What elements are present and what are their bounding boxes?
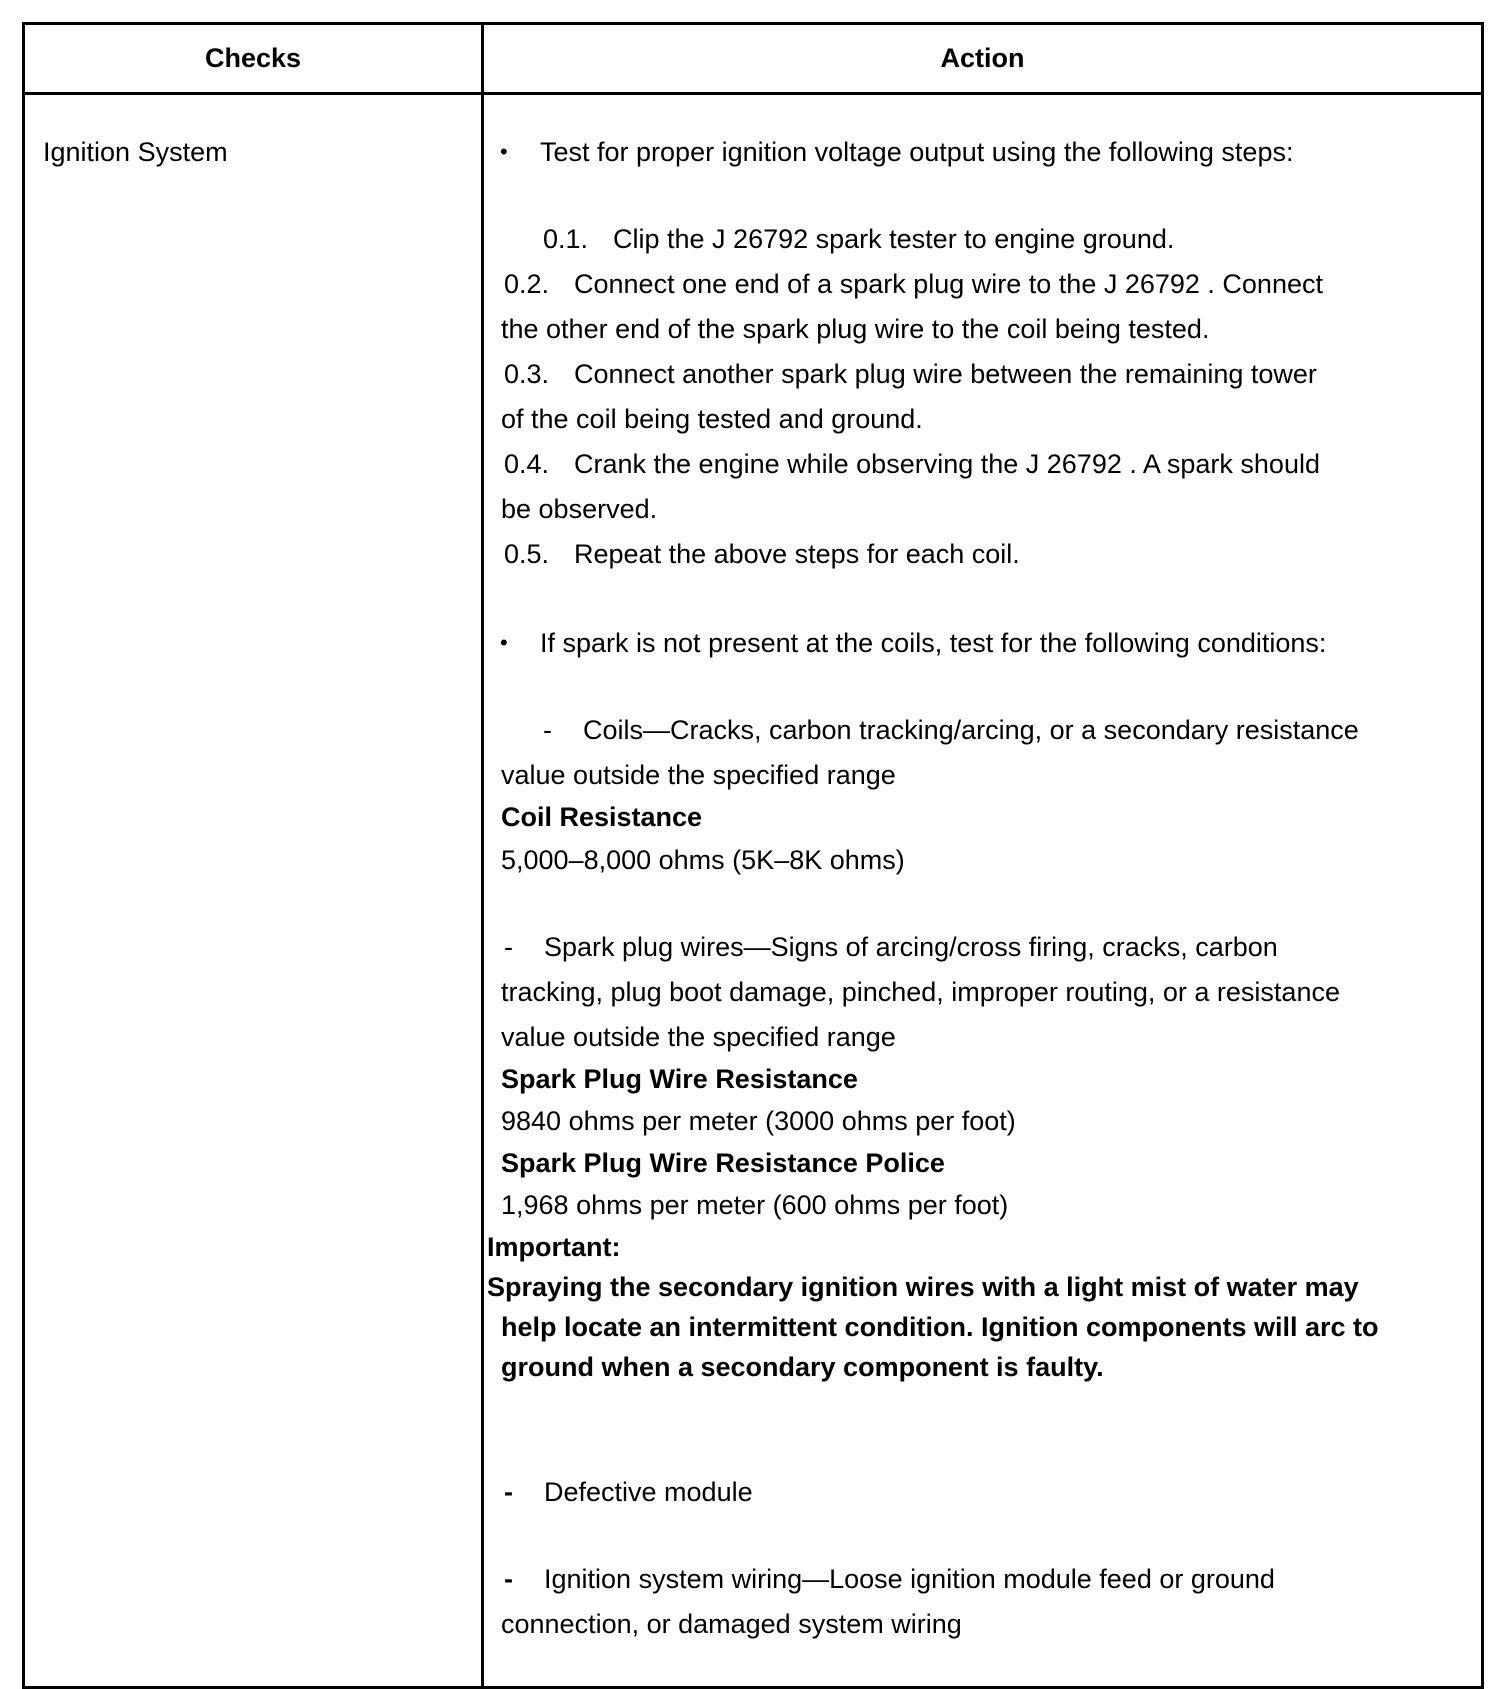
dash-marker: - (543, 715, 552, 745)
header-checks: Checks (204, 43, 302, 73)
important-note: Spraying the secondary ignition wires with a light mist of water may (487, 1272, 1359, 1302)
wire-resistance-police-label: Spark Plug Wire Resistance Police (501, 1148, 945, 1178)
step-number: 0.4. (504, 449, 550, 479)
wire-resistance-value: 9840 ohms per meter (3000 ohms per foot) (501, 1106, 1016, 1136)
coils-condition-continued: value outside the specified range (501, 760, 896, 790)
wires-condition-continued: value outside the specified range (501, 1022, 896, 1052)
important-label: Important: (487, 1232, 621, 1262)
step-text: Repeat the above steps for each coil. (574, 539, 1020, 569)
step-text: Clip the J 26792 spark tester to engine ground. (613, 224, 1175, 254)
wiring-condition: Ignition system wiring—Loose ignition module feed or ground (544, 1564, 1275, 1594)
check-cell-ignition-system: Ignition System (43, 137, 228, 167)
step-text: Crank the engine while observing the J 26792 . A spark should (574, 449, 1320, 479)
important-note-continued: help locate an intermittent condition. Ignition components will arc to (501, 1312, 1379, 1342)
step-number: 0.3. (504, 359, 550, 389)
wire-resistance-police-value: 1,968 ohms per meter (600 ohms per foot) (501, 1190, 1009, 1220)
step-number: 0.1. (543, 224, 589, 254)
important-note-continued: ground when a secondary component is faulty. (501, 1352, 1104, 1382)
coil-resistance-value: 5,000–8,000 ohms (5K–8K ohms) (501, 845, 905, 875)
step-text: Connect one end of a spark plug wire to the J 26792 . Connect (574, 269, 1323, 299)
step-text: Connect another spark plug wire between the remaining tower (574, 359, 1317, 389)
procedure-table (22, 22, 1484, 1689)
wire-resistance-label: Spark Plug Wire Resistance (501, 1064, 858, 1094)
action-bullet-no-spark: If spark is not present at the coils, test for the following conditions: (540, 628, 1327, 658)
coil-resistance-label: Coil Resistance (501, 802, 703, 832)
step-number: 0.5. (504, 539, 550, 569)
action-bullet-test-voltage: Test for proper ignition voltage output using the following steps: (540, 137, 1294, 167)
column-divider (481, 25, 484, 1686)
bullet-icon: • (500, 630, 508, 655)
dash-marker: - (504, 1477, 513, 1507)
step-text-continued: the other end of the spark plug wire to the coil being tested. (501, 314, 1210, 344)
module-condition: Defective module (544, 1477, 753, 1507)
wiring-condition-continued: connection, or damaged system wiring (501, 1609, 962, 1639)
step-text-continued: of the coil being tested and ground. (501, 404, 923, 434)
step-number: 0.2. (504, 269, 550, 299)
coils-condition: Coils—Cracks, carbon tracking/arcing, or a secondary resistance (583, 715, 1359, 745)
bullet-icon: • (500, 139, 508, 164)
table-header-row (25, 25, 1481, 95)
header-action: Action (940, 43, 1025, 73)
dash-marker: - (504, 1564, 513, 1594)
wires-condition: Spark plug wires—Signs of arcing/cross firing, cracks, carbon (544, 932, 1278, 962)
step-text-continued: be observed. (501, 494, 658, 524)
dash-marker: - (504, 932, 513, 962)
wires-condition-continued: tracking, plug boot damage, pinched, improper routing, or a resistance (501, 977, 1340, 1007)
